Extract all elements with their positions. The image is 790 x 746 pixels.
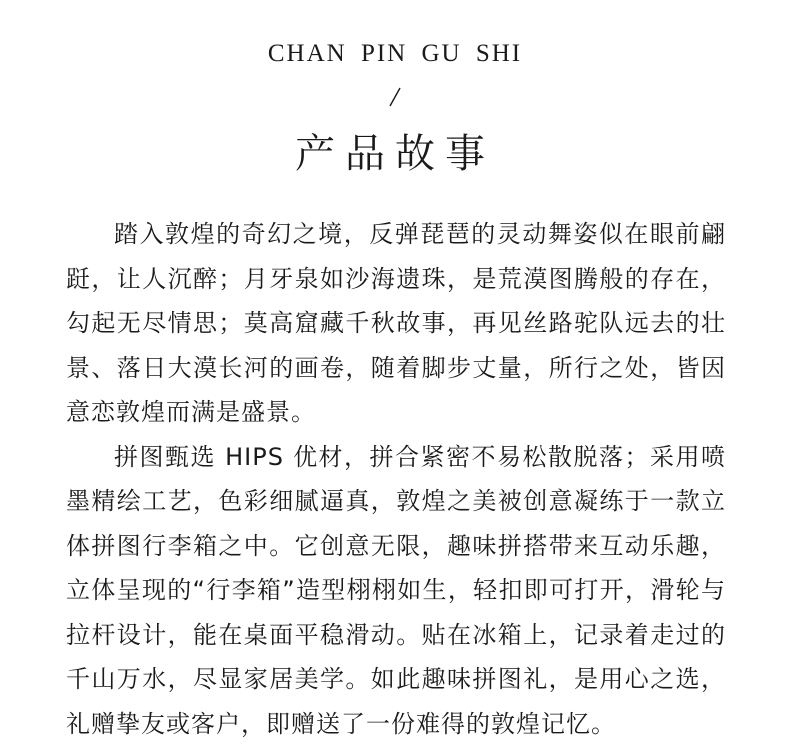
divider-slash [384, 86, 406, 108]
pinyin-title: CHAN PIN GU SHI [0, 40, 790, 68]
story-body [66, 212, 726, 746]
story-paragraph-2: 拼图甄选 HIPS 优材，拼合紧密不易松散脱落；采用喷墨精绘工艺，色彩细腻逼真，敦煌之美被创意凝练于一款立体拼图行李箱之中。它创意无限，趣味拼搭带来互动乐趣，立体呈现的“行李箱”造型栩栩如生，轻扣即可打开，滑轮与拉杆设计，能在桌面平稳滑动。贴在冰箱上，记录着走过的千山万水，尽显家居美学。如此趣味拼图礼，是用心之选，礼赠挚友或客户，即赠送了一份难得的敦煌记忆。 [66, 435, 726, 746]
story-paragraph-1: 踏入敦煌的奇幻之境，反弹琵琶的灵动舞姿似在眼前翩跹，让人沉醉；月牙泉如沙海遗珠，是荒漠图腾般的存在，勾起无尽情思；莫高窟藏千秋故事，再见丝路驼队远去的壮景、落日大漠长河的画卷，随着脚步丈量，所行之处，皆因意恋敦煌而满是盛景。 [66, 212, 726, 435]
page-title: 产品故事 [0, 122, 790, 179]
